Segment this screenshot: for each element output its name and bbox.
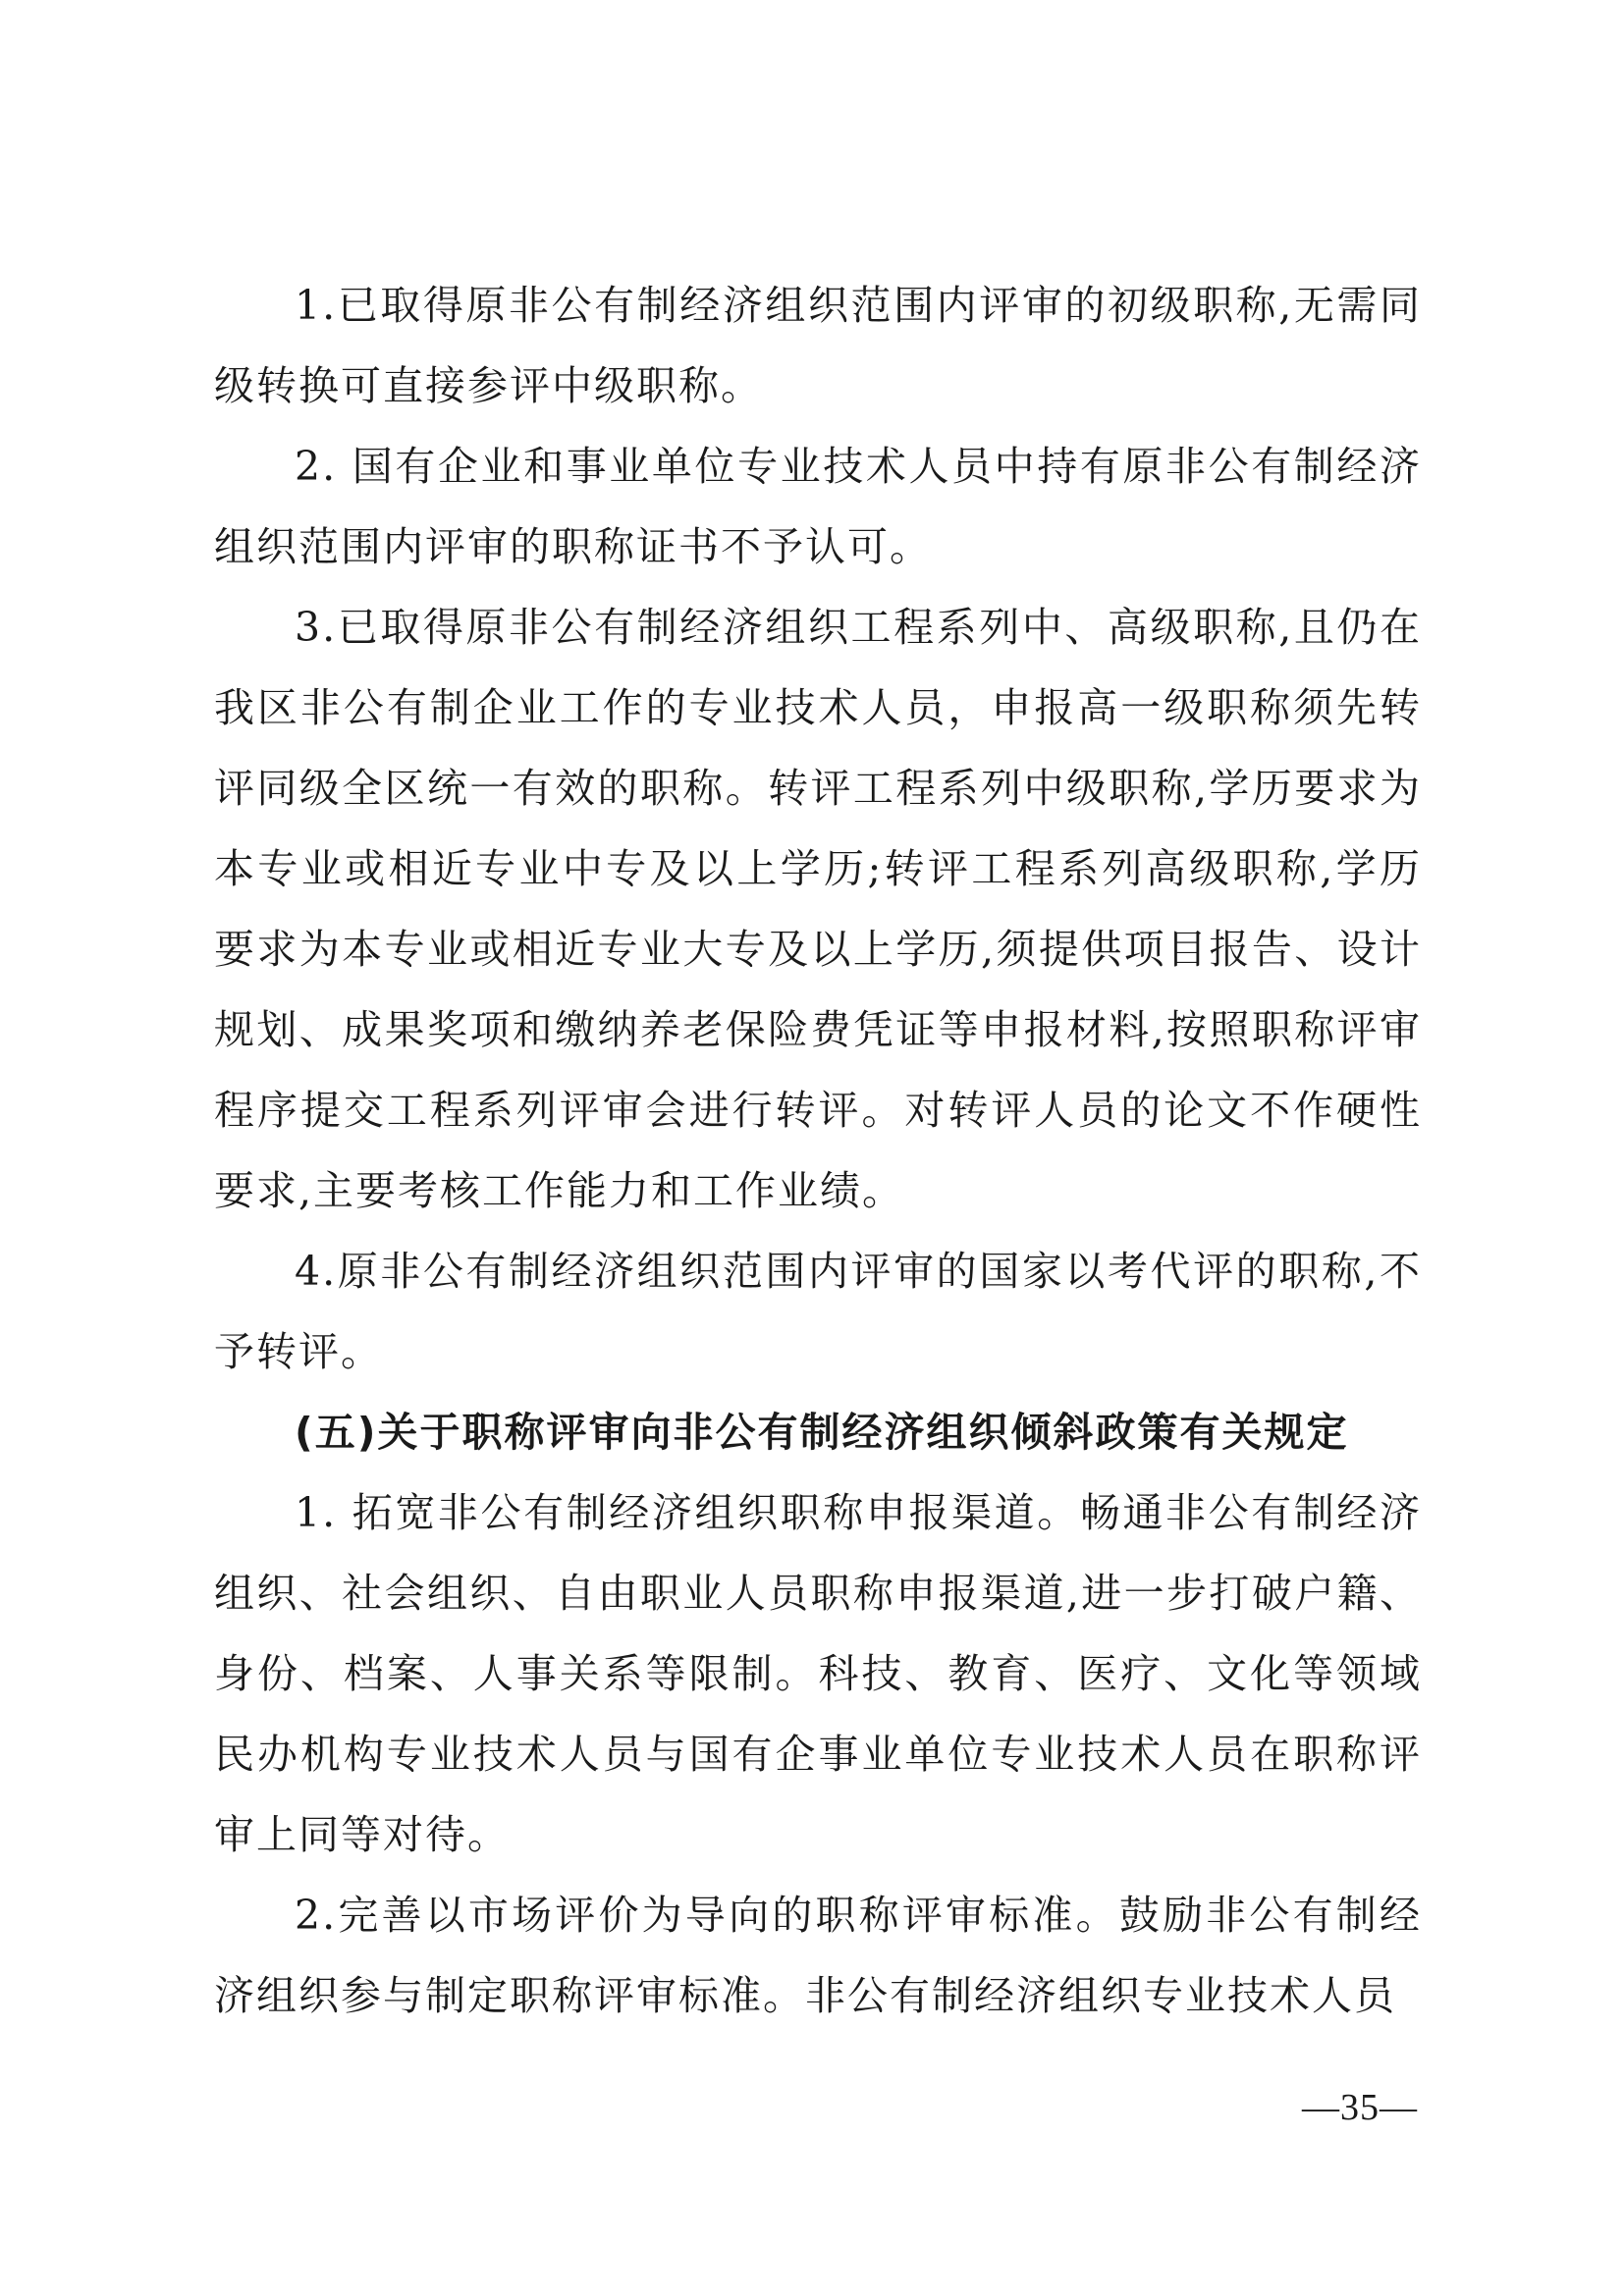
section-heading: (五)关于职称评审向非公有制经济组织倾斜政策有关规定 <box>295 1409 1349 1456</box>
paragraph-1: 1.已取得原非公有制经济组织范围内评审的初级职称,无需同级转换可直接参评中级职称。 <box>214 282 1422 409</box>
page-body <box>214 265 1422 2036</box>
paragraph-4: 4.原非公有制经济组织范围内评审的国家以考代评的职称,不予转评。 <box>214 1248 1422 1375</box>
paragraph-3: 3.已取得原非公有制经济组织工程系列中、高级职称,且仍在我区非公有制企业工作的专业技术人员，申报高一级职称须先转评同级全区统一有效的职称。转评工程系列中级职称,学历要求为本专业或相近专业中专及以上学历;转评工程系列高级职称,学历要求为本专业或相近专业大专及以上学历,须提供项目报告、设计规划、成果奖项和缴纳养老保险费凭证等申报材料,按照职称评审程序提交工程系列评审会进行转评。对转评人员的论文不作硬性要求,主要考核工作能力和工作业绩。 <box>214 604 1422 1214</box>
paragraph-2: 2. 国有企业和事业单位专业技术人员中持有原非公有制经济组织范围内评审的职称证书不予认可。 <box>214 443 1422 570</box>
paragraph-5: 1. 拓宽非公有制经济组织职称申报渠道。畅通非公有制经济组织、社会组织、自由职业人员职称申报渠道,进一步打破户籍、身份、档案、人事关系等限制。科技、教育、医疗、文化等领域民办机构专业技术人员与国有企事业单位专业技术人员在职称评审上同等对待。 <box>214 1489 1422 1858</box>
page-number: —35— <box>1302 2087 1418 2128</box>
paragraph-6: 2.完善以市场评价为导向的职称评审标准。鼓励非公有制经济组织参与制定职称评审标准。非公有制经济组织专业技术人员 <box>214 1892 1422 2019</box>
